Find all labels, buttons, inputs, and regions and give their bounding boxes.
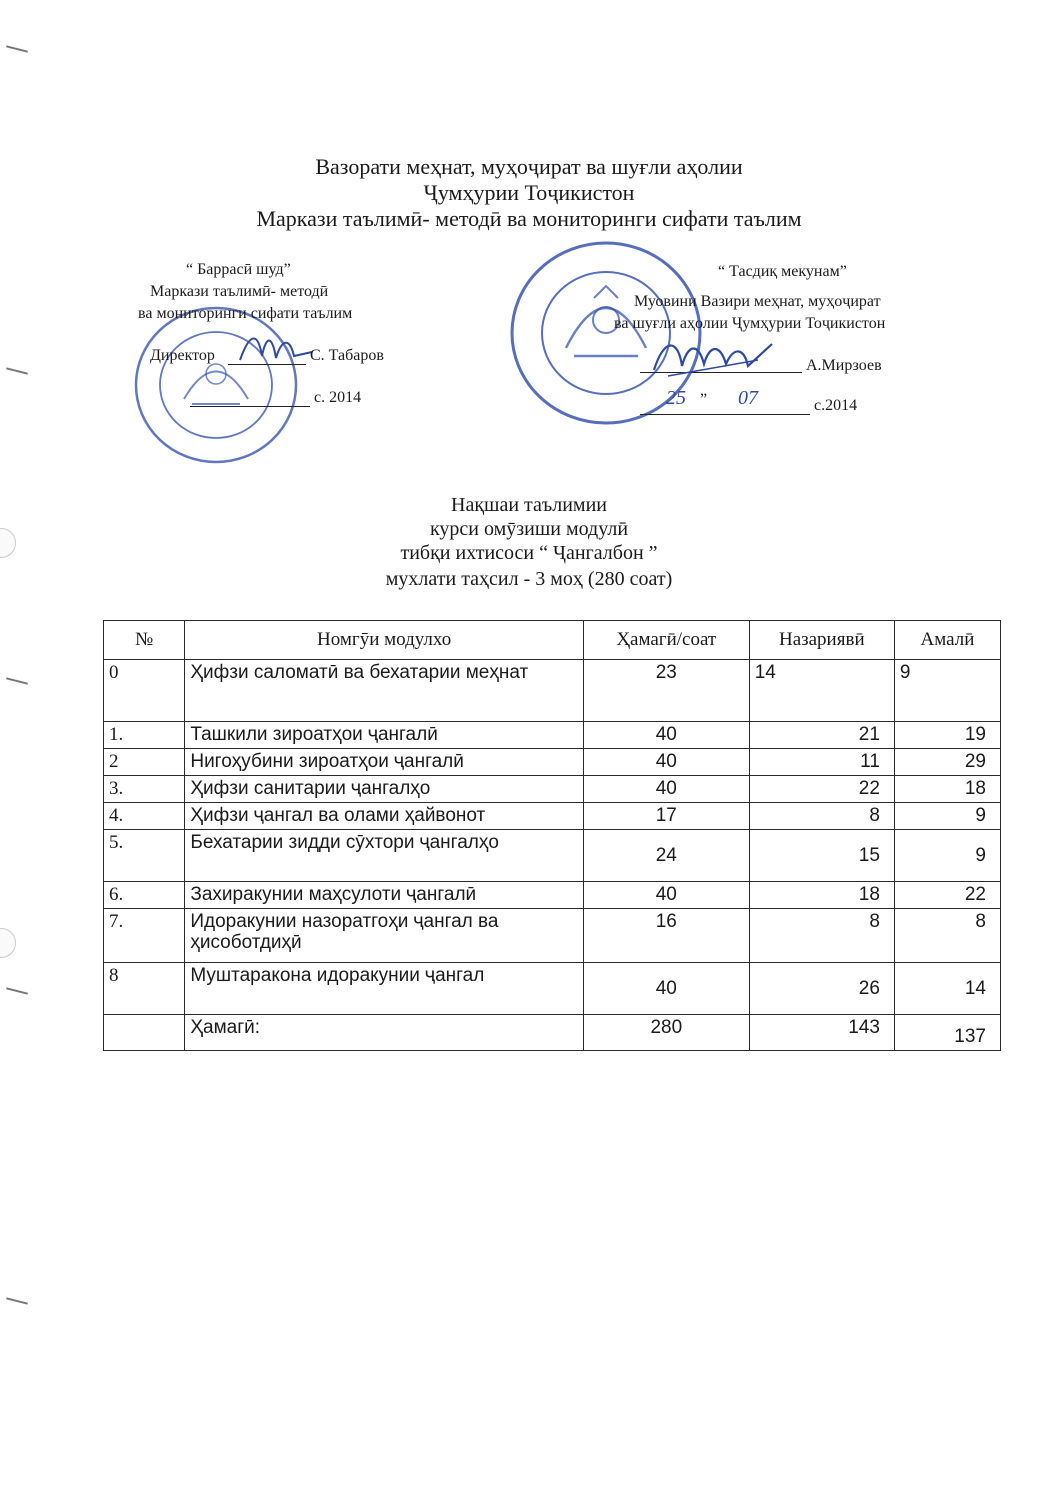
right-approval-position-2: ва шуғли аҳолии Ҷумҳурии Тоҷикистон [614,315,886,332]
hours-practice: 9 [894,830,1000,882]
module-name: Ташкили зироатҳои ҷангалӣ [185,722,584,749]
hours-practice: 18 [894,776,1000,803]
plan-title: Нақшаи таълимии [451,494,607,516]
table-row [104,660,1001,722]
hours-total: 17 [583,803,749,830]
right-date-quote: ” [700,391,708,408]
row-number: 6. [104,882,185,909]
hours-theory: 18 [749,882,894,909]
grand-total-hours: 280 [583,1015,749,1051]
left-approval-org: Маркази таълимӣ- методӣ [150,283,329,300]
hours-total: 40 [583,776,749,803]
row-number: 1. [104,722,185,749]
table-row [104,722,1001,749]
edge-mark [6,987,28,994]
module-name: Ҳифзи саломатӣ ва бехатарии меҳнат [185,660,584,722]
module-name: Муштаракона идоракунии ҷангал [185,963,584,1015]
left-approval-heading: “ Баррасӣ шуд” [186,261,291,278]
ministry-name: Вазорати меҳнат, муҳоҷират ва шуғли аҳолии [315,154,743,179]
hours-theory: 8 [749,909,894,963]
hours-total: 40 [583,963,749,1015]
module-name: Ҳифзи санитарии ҷангалҳо [185,776,584,803]
hours-theory: 15 [749,830,894,882]
right-approval-position: Муовини Вазири меҳнат, муҳоҷират [634,293,881,310]
right-date-line [640,414,810,415]
col-header-total: Ҳамагӣ/соат [583,621,749,660]
module-name: Нигоҳубини зироатҳои ҷангалӣ [185,749,584,776]
hours-theory: 26 [749,963,894,1015]
hours-theory: 21 [749,722,894,749]
hours-practice: 8 [894,909,1000,963]
edge-mark [6,1297,28,1304]
table-header-row [104,621,1001,660]
table-row [104,882,1001,909]
plan-specialty: тибқи ихтисоси “ Ҷангалбон ” [400,542,658,564]
hours-practice: 9 [894,803,1000,830]
hours-total: 40 [583,722,749,749]
row-number: 3. [104,776,185,803]
table-row [104,776,1001,803]
plan-duration: мухлати таҳсил - 3 моҳ (280 соат) [385,568,673,590]
table-row [104,909,1001,963]
hours-practice: 22 [894,882,1000,909]
row-number: 4. [104,803,185,830]
left-director-name: С. Табаров [310,347,384,364]
hours-practice: 19 [894,722,1000,749]
table-row [104,803,1001,830]
row-number [104,1015,185,1051]
table-row [104,830,1001,882]
module-name: Ҳифзи ҷангал ва олами ҳайвонот [185,803,584,830]
plan-subtitle: курси омӯзиши модулӣ [429,518,629,540]
left-director-label: Директор [150,347,215,364]
total-label: Ҳамагӣ: [185,1015,584,1051]
module-name: Бехатарии зидди сӯхтори ҷангалҳо [185,830,584,882]
row-number: 2 [104,749,185,776]
col-header-module: Номгӯи модулхо [185,621,584,660]
row-number: 5. [104,830,185,882]
edge-mark [6,367,28,374]
left-date-line [190,406,310,407]
hours-total: 23 [583,660,749,722]
module-name: Захиракунии маҳсулоти ҷангалӣ [185,882,584,909]
center-name: Маркази таълимӣ- методӣ ва мониторинги сифати таълим [256,206,802,231]
grand-total-practice: 137 [894,1015,1000,1051]
row-number: 8 [104,963,185,1015]
hours-practice: 29 [894,749,1000,776]
right-approval-heading: “ Тасдиқ мекунам” [718,263,847,280]
hours-total: 40 [583,749,749,776]
right-date-suffix: с.2014 [814,397,858,414]
col-header-theory: Назариявӣ [749,621,894,660]
hours-theory: 22 [749,776,894,803]
curriculum-table [103,620,1001,1051]
module-name: Идоракунии назоратгоҳи ҷангал ва ҳисоботдиҳӣ [185,909,584,963]
hours-total: 40 [583,882,749,909]
edge-mark [6,45,28,52]
hours-theory: 14 [749,660,894,722]
grand-total-theory: 143 [749,1015,894,1051]
hours-practice: 14 [894,963,1000,1015]
hours-practice: 9 [894,660,1000,722]
hours-total: 24 [583,830,749,882]
right-date-month: 07 [738,387,758,409]
binding-hole [0,928,16,958]
row-number: 0 [104,660,185,722]
right-date-day: 25 [666,387,686,409]
row-number: 7. [104,909,185,963]
col-header-number: № [104,621,185,660]
edge-mark [6,677,28,684]
country-name: Ҷумҳурии Тоҷикистон [423,180,635,205]
left-handwritten-signature [236,326,316,370]
hours-theory: 8 [749,803,894,830]
left-date-suffix: с. 2014 [314,389,362,406]
table-row [104,963,1001,1015]
hours-total: 16 [583,909,749,963]
hours-theory: 11 [749,749,894,776]
left-approval-org-2: ва мониторинги сифати таълим [138,305,353,322]
table-total-row [104,1015,1001,1051]
table-row [104,749,1001,776]
col-header-practice: Амалӣ [894,621,1000,660]
right-signatory-name: А.Мирзоев [806,357,882,374]
right-handwritten-signature [648,330,778,384]
